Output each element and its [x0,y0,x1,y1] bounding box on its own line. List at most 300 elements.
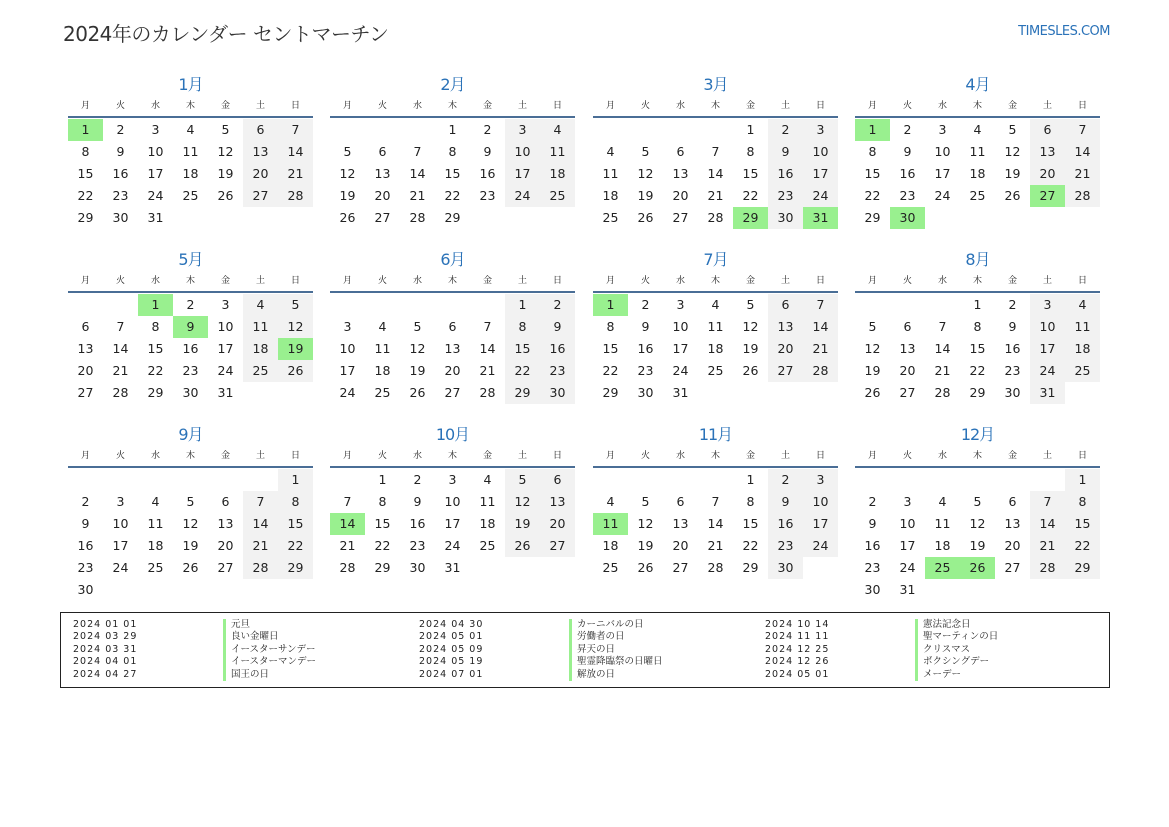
day-cell: 11 [969,144,986,159]
empty-cell [663,119,698,141]
day-cell: 31 [147,210,164,225]
day-cell: 30 [112,210,129,225]
day-cell: 20 [672,188,689,203]
day-cell: 2 [483,122,492,137]
weekday-label: 月 [867,101,877,111]
day-cell: 19 [864,363,881,378]
day-cell: 1 [448,122,457,137]
holiday-name: 昇天の日 [569,644,615,656]
day-cell: 28 [409,210,426,225]
day-cell: 22 [1065,535,1100,557]
weekday-label: 月 [342,451,352,461]
day-cell: 3 [116,494,125,509]
day-cell: 8 [746,144,755,159]
day-cell: 28 [803,360,838,382]
day-cell: 20 [768,338,803,360]
weekday-label: 月 [342,276,352,286]
weekday-label: 日 [815,101,825,111]
empty-cell [628,469,663,491]
day-cell: 10 [112,516,129,531]
day-cell: 28 [112,385,129,400]
weekday-label: 土 [255,276,265,286]
weekday-label: 水 [937,276,947,286]
holiday-day-cell: 29 [733,207,768,229]
month-name: 11月 [698,425,733,444]
day-cell: 23 [768,185,803,207]
day-cell: 15 [864,166,881,181]
day-cell: 16 [768,513,803,535]
day-cell: 12 [217,144,234,159]
day-cell: 22 [374,538,391,553]
day-cell: 6 [676,144,685,159]
month-2 [330,74,575,229]
day-cell: 24 [803,535,838,557]
weekday-label: 火 [902,101,912,111]
day-cell: 28 [934,385,951,400]
day-cell: 24 [112,560,129,575]
day-cell: 7 [803,294,838,316]
holiday-name: 労働者の日 [569,631,625,643]
day-cell: 7 [278,119,313,141]
empty-cell [365,294,400,316]
day-cell: 18 [602,188,619,203]
empty-cell [960,469,995,491]
day-cell: 18 [1065,338,1100,360]
legend-row [419,644,759,656]
day-cell: 6 [903,319,912,334]
day-cell: 8 [1065,491,1100,513]
day-cell: 20 [1030,163,1065,185]
day-cell: 28 [1065,185,1100,207]
day-cell: 31 [1030,382,1065,404]
day-cell: 27 [899,385,916,400]
day-cell: 13 [672,166,689,181]
month-8 [855,249,1100,404]
weekday-label: 水 [150,276,160,286]
empty-cell [890,294,925,316]
day-cell: 23 [409,538,426,553]
day-cell: 7 [413,144,422,159]
legend-row [765,669,1105,681]
month-name: 7月 [703,250,728,269]
day-cell: 26 [409,385,426,400]
day-grid [330,119,575,229]
day-cell: 6 [81,319,90,334]
day-cell: 27 [672,560,689,575]
day-cell: 14 [934,341,951,356]
day-cell: 11 [602,166,619,181]
day-cell: 1 [505,294,540,316]
weekday-label: 火 [377,101,387,111]
weekday-label: 土 [1042,276,1052,286]
weekday-label: 月 [867,451,877,461]
day-cell: 6 [1008,494,1017,509]
day-cell: 22 [742,188,759,203]
month-12 [855,424,1100,601]
weekday-label: 木 [447,451,457,461]
day-cell: 21 [112,363,129,378]
day-cell: 7 [1030,491,1065,513]
day-cell: 24 [899,560,916,575]
weekday-label: 火 [902,451,912,461]
day-cell: 21 [243,535,278,557]
day-cell: 14 [1030,513,1065,535]
holiday-date: 2024 12 25 [765,643,830,655]
weekday-label: 木 [185,101,195,111]
day-cell: 26 [505,535,540,557]
weekday-label: 日 [290,276,300,286]
day-cell: 19 [742,341,759,356]
weekday-label: 火 [640,451,650,461]
day-cell: 23 [768,535,803,557]
day-cell: 13 [243,141,278,163]
day-cell: 14 [243,513,278,535]
day-cell: 21 [409,188,426,203]
day-cell: 12 [278,316,313,338]
day-cell: 5 [641,144,650,159]
day-cell: 23 [1004,363,1021,378]
day-cell: 17 [112,538,129,553]
legend-row [73,644,413,656]
day-cell: 26 [339,210,356,225]
day-cell: 2 [768,119,803,141]
weekday-label: 金 [220,451,230,461]
day-cell: 17 [505,163,540,185]
holiday-day-cell: 31 [803,207,838,229]
day-cell: 5 [343,144,352,159]
day-cell: 31 [444,560,461,575]
day-cell: 10 [444,494,461,509]
day-cell: 8 [746,494,755,509]
day-cell: 10 [505,141,540,163]
day-cell: 24 [339,385,356,400]
day-cell: 18 [479,516,496,531]
legend-column [73,619,413,681]
day-cell: 10 [1030,316,1065,338]
holiday-day-cell: 1 [855,119,890,141]
day-cell: 26 [637,560,654,575]
day-cell: 21 [707,188,724,203]
holiday-name: イースターマンデー [223,656,316,668]
day-cell: 10 [217,319,234,334]
day-cell: 25 [540,185,575,207]
day-cell: 16 [768,163,803,185]
day-cell: 10 [339,341,356,356]
day-cell: 8 [973,319,982,334]
day-cell: 25 [1065,360,1100,382]
day-cell: 10 [803,141,838,163]
day-cell: 24 [1030,360,1065,382]
weekday-label: 日 [815,451,825,461]
day-cell: 18 [602,538,619,553]
day-cell: 17 [803,513,838,535]
holiday-date: 2024 05 01 [419,631,484,643]
day-cell: 25 [182,188,199,203]
holiday-day-cell: 14 [330,513,365,535]
day-grid [855,294,1100,404]
holiday-date: 2024 03 31 [73,643,138,655]
weekday-header [593,446,838,468]
day-cell: 14 [1065,141,1100,163]
day-cell: 11 [540,141,575,163]
day-cell: 6 [676,494,685,509]
weekday-label: 水 [412,451,422,461]
weekday-label: 金 [1007,276,1017,286]
legend-row [73,669,413,681]
day-cell: 9 [868,516,877,531]
site-link[interactable]: TIMESLES.COM [1018,24,1110,39]
day-cell: 30 [182,385,199,400]
day-cell: 2 [540,294,575,316]
day-cell: 9 [903,144,912,159]
legend-row [419,669,759,681]
weekday-label: 水 [675,101,685,111]
legend-column [419,619,759,681]
empty-cell [435,294,470,316]
day-cell: 21 [934,363,951,378]
day-cell: 18 [540,163,575,185]
day-cell: 15 [602,341,619,356]
day-cell: 7 [483,319,492,334]
day-cell: 23 [182,363,199,378]
weekday-label: 日 [290,451,300,461]
day-cell: 29 [77,210,94,225]
day-cell: 17 [934,166,951,181]
day-cell: 12 [339,166,356,181]
day-cell: 29 [1065,557,1100,579]
weekday-label: 木 [447,101,457,111]
holiday-day-cell: 19 [278,338,313,360]
weekday-label: 月 [605,276,615,286]
day-cell: 9 [540,316,575,338]
holiday-day-cell: 11 [593,513,628,535]
day-cell: 4 [186,122,195,137]
weekday-label: 火 [640,276,650,286]
day-cell: 27 [217,560,234,575]
weekday-label: 水 [150,101,160,111]
empty-cell [470,294,505,316]
day-cell: 16 [182,341,199,356]
day-cell: 17 [444,516,461,531]
day-cell: 8 [505,316,540,338]
empty-cell [995,469,1030,491]
day-cell: 2 [81,494,90,509]
day-cell: 8 [448,144,457,159]
day-grid [68,469,313,601]
day-cell: 25 [707,363,724,378]
day-cell: 28 [707,560,724,575]
day-cell: 2 [116,122,125,137]
weekday-label: 水 [412,101,422,111]
day-cell: 28 [243,557,278,579]
day-cell: 12 [637,516,654,531]
holiday-date: 2024 03 29 [73,631,138,643]
day-cell: 22 [147,363,164,378]
day-cell: 6 [243,119,278,141]
day-cell: 15 [742,166,759,181]
day-cell: 2 [868,494,877,509]
holiday-name: クリスマス [915,644,970,656]
day-cell: 15 [374,516,391,531]
weekday-header [68,271,313,293]
empty-cell [330,119,365,141]
weekday-label: 火 [115,276,125,286]
weekday-label: 金 [220,101,230,111]
day-cell: 7 [116,319,125,334]
day-cell: 9 [81,516,90,531]
month-name: 4月 [965,75,990,94]
day-cell: 7 [711,144,720,159]
holiday-day-cell: 27 [1030,185,1065,207]
day-cell: 5 [505,469,540,491]
weekday-label: 木 [972,101,982,111]
weekday-label: 金 [1007,101,1017,111]
day-cell: 6 [378,144,387,159]
day-cell: 1 [378,472,387,487]
day-cell: 12 [1004,144,1021,159]
day-cell: 13 [374,166,391,181]
day-cell: 27 [672,210,689,225]
day-cell: 20 [374,188,391,203]
empty-cell [698,119,733,141]
legend-row [73,656,413,668]
day-cell: 29 [505,382,540,404]
day-cell: 19 [637,538,654,553]
day-cell: 22 [444,188,461,203]
day-grid [855,119,1100,229]
day-cell: 2 [903,122,912,137]
empty-cell [365,119,400,141]
weekday-label: 水 [412,276,422,286]
holiday-name: 憲法記念日 [915,619,971,631]
weekday-label: 金 [220,276,230,286]
day-cell: 5 [278,294,313,316]
day-grid [593,119,838,229]
day-cell: 3 [676,297,685,312]
day-cell: 13 [672,516,689,531]
day-cell: 19 [505,513,540,535]
day-cell: 17 [803,163,838,185]
empty-cell [138,469,173,491]
holiday-name: イースターサンデー [223,644,316,656]
day-cell: 5 [221,122,230,137]
empty-cell [330,469,365,491]
day-cell: 20 [899,363,916,378]
empty-cell [400,119,435,141]
day-cell: 25 [243,360,278,382]
weekday-label: 月 [867,276,877,286]
empty-cell [103,294,138,316]
day-grid [68,294,313,404]
holiday-name: 聖マーティンの日 [915,631,998,643]
day-cell: 26 [742,363,759,378]
weekday-label: 日 [552,451,562,461]
day-cell: 22 [505,360,540,382]
day-cell: 29 [864,210,881,225]
month-name: 10月 [435,425,470,444]
day-cell: 30 [540,382,575,404]
day-cell: 25 [479,538,496,553]
day-cell: 3 [1030,294,1065,316]
legend-row [73,619,413,631]
weekday-header [855,446,1100,468]
day-cell: 5 [641,494,650,509]
day-cell: 11 [243,316,278,338]
day-cell: 23 [540,360,575,382]
weekday-label: 金 [745,451,755,461]
day-cell: 12 [505,491,540,513]
day-cell: 22 [602,363,619,378]
weekday-label: 土 [1042,101,1052,111]
day-cell: 3 [505,119,540,141]
holiday-date: 2024 05 09 [419,643,484,655]
day-cell: 5 [746,297,755,312]
day-cell: 15 [77,166,94,181]
month-name: 5月 [178,250,203,269]
day-cell: 2 [413,472,422,487]
day-cell: 12 [182,516,199,531]
day-cell: 19 [409,363,426,378]
day-cell: 29 [374,560,391,575]
weekday-label: 金 [482,276,492,286]
empty-cell [925,294,960,316]
day-cell: 4 [1065,294,1100,316]
day-cell: 12 [409,341,426,356]
weekday-label: 木 [710,101,720,111]
day-cell: 24 [217,363,234,378]
empty-cell [593,469,628,491]
day-cell: 7 [343,494,352,509]
day-cell: 7 [1065,119,1100,141]
day-cell: 14 [479,341,496,356]
weekday-label: 土 [1042,451,1052,461]
empty-cell [855,294,890,316]
weekday-label: 月 [80,451,90,461]
weekday-label: 木 [710,451,720,461]
weekday-label: 月 [605,101,615,111]
weekday-header [593,96,838,118]
empty-cell [855,469,890,491]
day-cell: 10 [803,491,838,513]
day-cell: 8 [278,491,313,513]
day-cell: 2 [641,297,650,312]
day-cell: 31 [672,385,689,400]
day-cell: 16 [479,166,496,181]
month-9 [68,424,313,601]
month-name: 3月 [703,75,728,94]
day-cell: 23 [479,188,496,203]
day-cell: 19 [182,538,199,553]
day-cell: 27 [540,535,575,557]
empty-cell [628,119,663,141]
day-cell: 2 [1008,297,1017,312]
day-cell: 8 [81,144,90,159]
day-cell: 27 [243,185,278,207]
day-cell: 21 [339,538,356,553]
day-cell: 6 [768,294,803,316]
day-cell: 24 [505,185,540,207]
weekday-label: 火 [902,276,912,286]
day-cell: 18 [707,341,724,356]
day-cell: 14 [707,516,724,531]
weekday-label: 日 [815,276,825,286]
month-6 [330,249,575,404]
day-cell: 15 [505,338,540,360]
day-cell: 8 [606,319,615,334]
holiday-date: 2024 05 01 [765,668,830,680]
weekday-label: 日 [1077,451,1087,461]
empty-cell [243,469,278,491]
